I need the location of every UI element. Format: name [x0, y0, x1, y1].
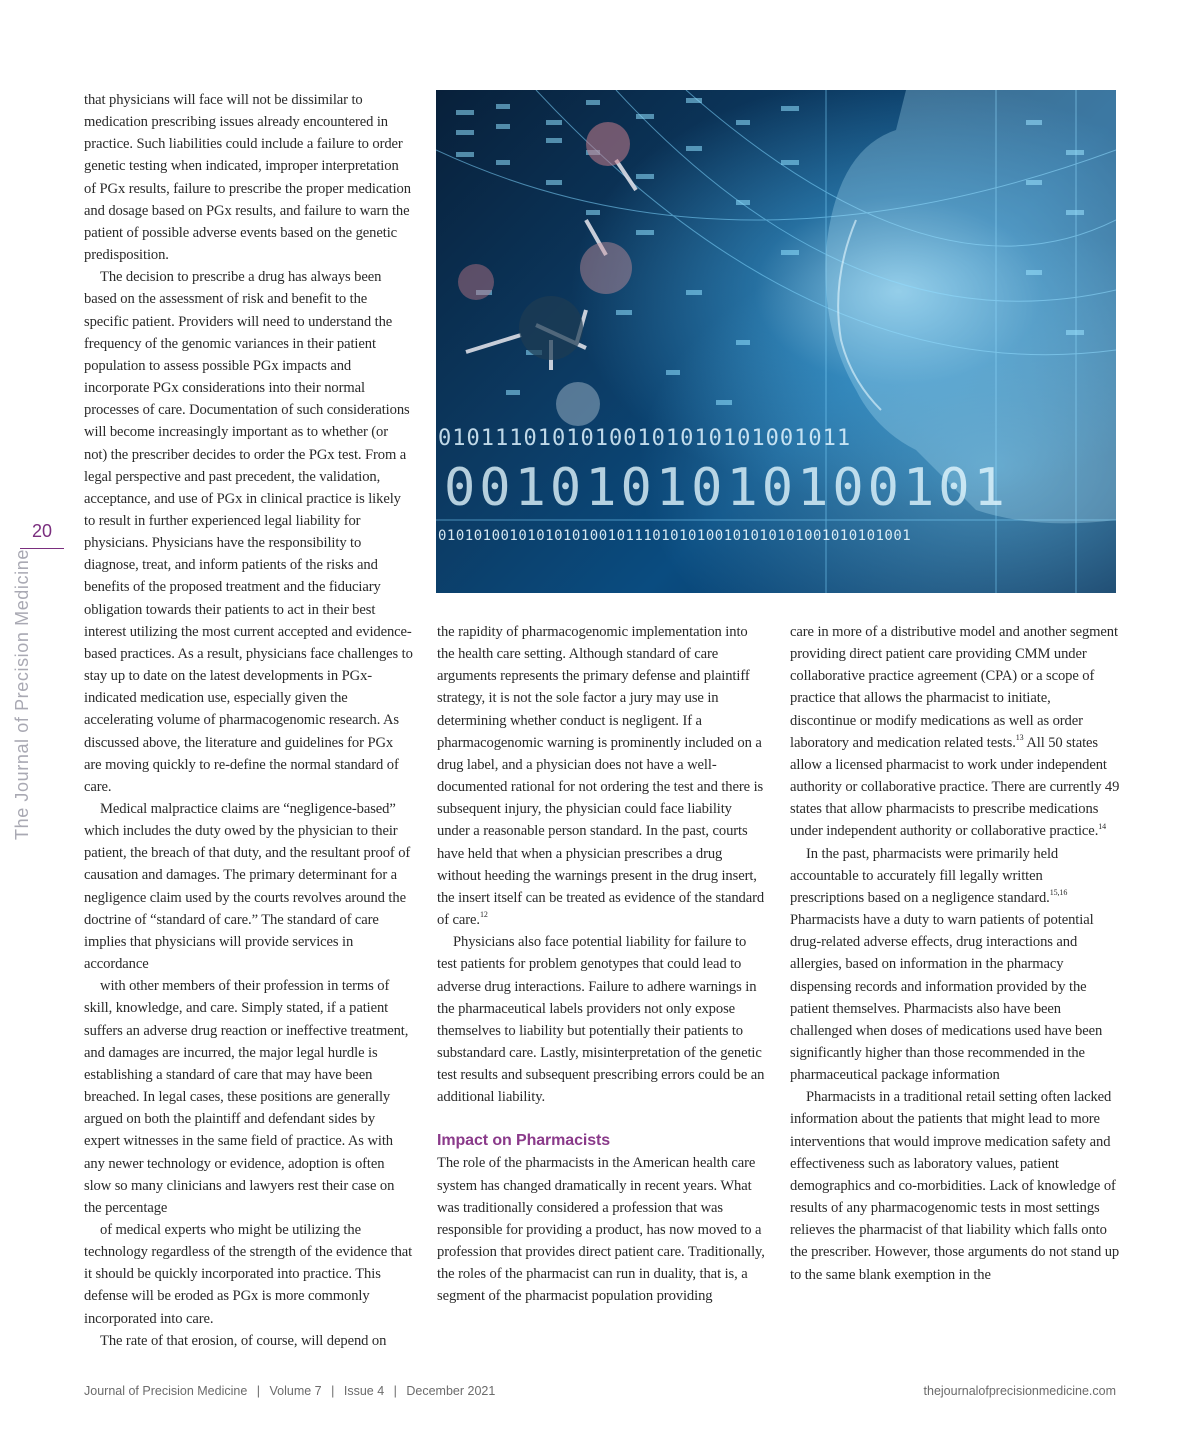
- body-paragraph: [790, 843, 1120, 1087]
- section-gap: [437, 1108, 767, 1130]
- article-column-left: [84, 89, 414, 1352]
- journal-name-vertical: The Journal of Precision Medicine: [12, 549, 32, 840]
- binary-line-3: 01010100101010101001011101010100101010101001010101001: [438, 528, 912, 544]
- body-paragraph: Physicians also face potential liability for failure to test patients for problem genotypes that could lead to adverse drug interactions. Failure to adhere warnings in the pharmaceutical labels providers not only expose themselves to liability but potentially their patients to substandard care. Lastly, misinterpretation of the genetic test results and subsequent prescribing errors could be an additional liability.: [437, 934, 765, 1106]
- footer-issue: Issue 4: [343, 1384, 385, 1398]
- body-paragraph: Pharmacists in a traditional retail setting often lacked information about the patients that might lead to more interventions that would improve medication safety and effectiveness such as laboratory values, patient demographics and co-morbidities. Lack of knowledge of results of any pharmacogenomic tests in most settings relieves the pharmacist of that liability which falls onto the prescriber. However, those arguments do not stand up to the same blank exemption in the: [790, 1089, 1120, 1283]
- body-paragraph: with other members of their profession in terms of skill, knowledge, and care. Simply stated, if a patient suffers an adverse drug reaction or ineffective treatment, and damages are incurred, the major legal hurdle is establishing a standard of care that may have been breached. In legal cases, these positions are generally argued on both the plaintiff and defendant sides by expert witnesses in the same field of practice. As with any newer technology or evidence, adoption is often slow so many clinicians and lawyers rest their case on the percentage: [84, 978, 409, 1216]
- section-heading: Impact on Pharmacists: [437, 1132, 611, 1150]
- paragraph-text: In the past, pharmacists were primarily held accountable to accurately fill legally written prescriptions based on a negligence standard.: [790, 845, 1059, 906]
- paragraph-text: All 50 states allow a licensed pharmacist to work under independent authority or collaborative practice. There are currently 49 states that allow pharmacists to prescribe medications under independent authority or collaborative practice.: [790, 734, 1120, 840]
- reference-marker: 14: [1098, 821, 1107, 831]
- article-column-right: [790, 621, 1120, 1286]
- body-paragraph: [437, 621, 767, 931]
- paragraph-text: Pharmacists have a duty to warn patients of potential drug-related adverse effects, drug interactions and allergies, based on information in the pharmacy dispensing records and information provided by the patient themselves. Pharmacists also have been challenged when doses of medications used have been significantly higher than those recommended in the pharmaceutical package information: [790, 912, 1103, 1084]
- footer-separator: |: [393, 1384, 397, 1398]
- footer-separator: |: [331, 1384, 335, 1398]
- page-number: 20: [31, 521, 53, 541]
- dna-binary-illustration: [436, 90, 1116, 593]
- footer-website-link[interactable]: thejournalofprecisionmedicine.com: [923, 1384, 1116, 1398]
- body-paragraph: The rate of that erosion, of course, will depend on: [100, 1332, 387, 1349]
- reference-marker: 15,16: [1049, 888, 1068, 898]
- body-paragraph: of medical experts who might be utilizing the technology regardless of the strength of the evidence that it should be quickly incorporated into practice. This defense will be eroded as PGx is more commonly incorporated into care.: [84, 1221, 413, 1327]
- article-column-middle: [437, 621, 767, 1308]
- binary-line-1: 01011101010100101010101001011: [438, 426, 852, 451]
- paragraph-text: care in more of a distributive model and another segment providing direct patient care providing CMM under collaborative practice agreement (CPA) or a scope of practice that allows the pharmacist to initiate, discontinue or modify medications as well as order laboratory and medication related tests.: [790, 624, 1118, 751]
- footer-separator: |: [256, 1384, 261, 1398]
- paragraph-text: the rapidity of pharmacogenomic implementation into the health care setting. Although standard of care arguments represents the primary defense and plaintiff strategy, it is not the sole factor a jury may use in determining whether conduct is negligent. If a pharmacogenomic warning is prominently included on a drug label, and a physician does not have a well-documented rational for not ordering the test and there is subsequent injury, the physician could face liability under a reasonable person standard. In the past, courts have held that when a physician prescribes a drug without heeding the warnings present in the drug insert, the insert itself can be treated as evidence of the standard of care.: [437, 624, 765, 929]
- reference-marker: 13: [1015, 732, 1024, 742]
- footer-date: December 2021: [406, 1384, 496, 1398]
- body-paragraph: Medical malpractice claims are “negligence-based” which includes the duty owed by the physician to their patient, the breach of that duty, and the resultant proof of causation and damages. The primary determinant for a negligence claim used by the courts revolves around the doctrine of “standard of care.” The standard of care implies that physicians will provide services in accordance: [84, 801, 411, 973]
- binary-line-2: 0010101010100101: [444, 458, 1009, 518]
- body-paragraph: The role of the pharmacists in the American health care system has changed dramatically in recent years. What was traditionally considered a profession that was responsible for providing a product, has now moved to a profession that provides direct patient care. Traditionally, the roles of the pharmacist can run in duality, that is, a segment of the pharmacist population providing: [437, 1155, 765, 1305]
- body-paragraph: [790, 621, 1120, 843]
- reference-marker: 12: [479, 910, 488, 920]
- body-paragraph: The decision to prescribe a drug has always been based on the assessment of risk and benefit to the specific patient. Providers will need to understand the frequency of the genomic variances in their patient population to assess possible PGx impacts and incorporate PGx considerations into their normal processes of care. Documentation of such considerations will become increasingly important as to whether (or not) the prescriber decides to order the PGx test. From a legal perspective and past precedent, the validation, acceptance, and use of PGx in clinical practice is likely to result in further experienced legal liability for physicians. Physicians have the responsibility to diagnose, treat, and inform patients of the risks and benefits of the proposed treatment and the fiduciary obligation towards their patients to act in their best interest utilizing the most current accepted and evidence-based practices. As a result, physicians face challenges to stay up to date on the latest developments in PGx-indicated medication use, especially given the accelerating volume of pharmacogenomic research. As discussed above, the literature and guidelines for PGx are moving quickly to re-define the normal standard of care.: [84, 269, 413, 795]
- body-paragraph: that physicians will face will not be dissimilar to medication prescribing issues already encountered in practice. Such liabilities could include a failure to order genetic testing when indicated, improper interpretation of PGx results, failure to prescribe the proper medication and dosage based on PGx results, and failure to warn the patient of possible adverse events based on the genetic predisposition.: [84, 92, 411, 264]
- footer-citation: [84, 1384, 495, 1398]
- footer-volume: Volume 7: [269, 1384, 322, 1398]
- footer-journal: Journal of Precision Medicine: [84, 1384, 248, 1398]
